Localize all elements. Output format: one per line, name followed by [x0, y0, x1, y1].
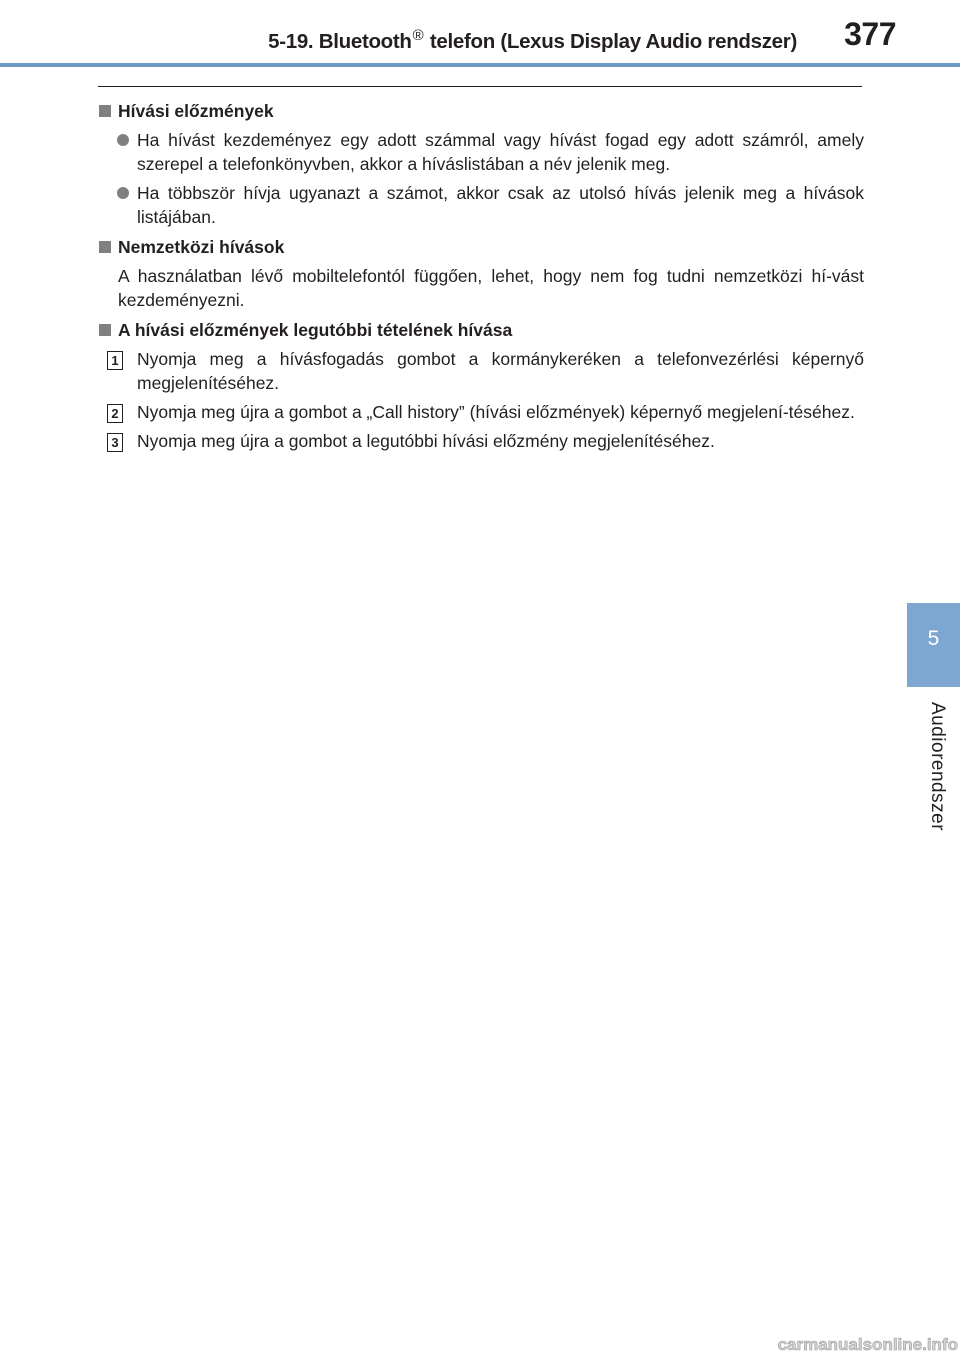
page-number: 377 — [844, 16, 896, 52]
header-divider — [0, 63, 960, 67]
bullet-text: Ha hívást kezdeményez egy adott számmal vagy hívást fogad egy adott számról, amely szerepel a telefonkönyvben, akkor a híváslistában a név jelenik meg. — [137, 130, 864, 174]
section-heading-international-calls — [98, 235, 864, 259]
bullet-text: Ha többször hívja ugyanazt a számot, akkor csak az utolsó hívás jelenik meg a hívások listájában. — [137, 183, 864, 227]
square-bullet-icon — [99, 241, 111, 253]
bullet-item — [98, 128, 864, 176]
bullet-item — [98, 181, 864, 229]
square-bullet-icon — [99, 324, 111, 336]
chapter-number: 5 — [927, 627, 940, 650]
round-bullet-icon — [117, 187, 129, 199]
watermark — [710, 1332, 960, 1356]
section-heading-text: Nemzetközi hívások — [118, 237, 285, 257]
section-heading-text: Hívási előzmények — [118, 101, 274, 121]
step-text: Nyomja meg újra a gombot a „Call history” (hívási előzmények) képernyő megjelení-téséhez. — [137, 402, 855, 422]
step-text: Nyomja meg a hívásfogadás gombot a kormánykeréken a telefonvezérlési képernyő megjelenítéséhez. — [137, 349, 864, 393]
page-content — [98, 99, 864, 453]
step-number-badge: 3 — [107, 433, 123, 452]
step-item — [98, 400, 864, 424]
round-bullet-icon — [117, 134, 129, 146]
step-number-badge: 2 — [107, 404, 123, 423]
registered-mark: ® — [412, 27, 424, 44]
watermark-text: carmanualsonline.info — [777, 1335, 958, 1354]
section-heading-text: A hívási előzmények legutóbbi tételének hívása — [118, 320, 513, 340]
content-divider — [98, 86, 862, 87]
step-text: Nyomja meg újra a gombot a legutóbbi hívási előzmény megjelenítéséhez. — [137, 431, 715, 451]
step-item — [98, 429, 864, 453]
chapter-tab — [907, 603, 960, 687]
header-title-suffix: telefon (Lexus Display Audio rendszer) — [424, 30, 797, 53]
step-item — [98, 347, 864, 395]
section-heading-call-history — [98, 99, 864, 123]
header-title-prefix: 5-19. Bluetooth — [268, 30, 412, 53]
square-bullet-icon — [99, 105, 111, 117]
section-paragraph: A használatban lévő mobiltelefontól függően, lehet, hogy nem fog tudni nemzetközi hí-vást kezdeményezni. — [118, 266, 864, 310]
step-number-badge: 1 — [107, 351, 123, 370]
chapter-label: Audiorendszer — [927, 702, 948, 832]
section-heading-last-call — [98, 318, 864, 342]
page-header-title — [200, 27, 797, 54]
